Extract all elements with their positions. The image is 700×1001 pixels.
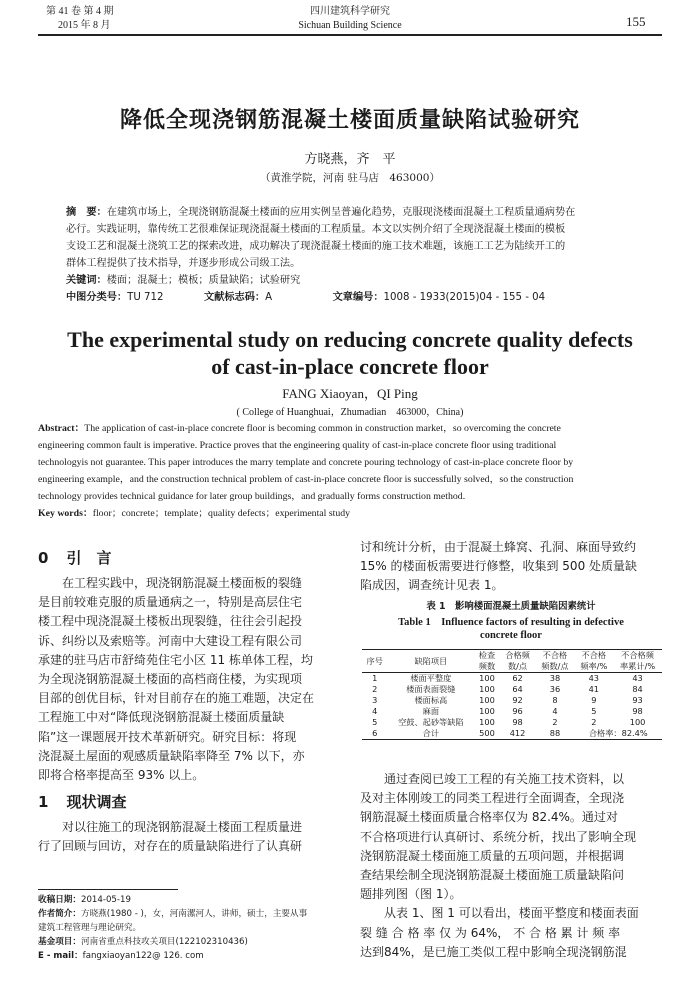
table-cell: 84	[632, 684, 643, 694]
table-1-caption-en: Table 1 Influence factors of resulting in defective	[398, 617, 624, 628]
table-cell: 100	[479, 706, 495, 716]
header-journal-cn: 四川建筑科学研究	[310, 6, 390, 17]
authors-cn: 方晓燕，齐 平	[304, 152, 396, 167]
table-header: 不合格	[542, 650, 568, 660]
table-header: 序号	[362, 650, 387, 673]
page-number: 155	[626, 14, 646, 29]
section-0-line: 即将合格率提高至 93% 以上。	[38, 768, 205, 783]
right-line: 浇钢筋混凝土楼面施工质量的五项问题，并根据调	[360, 848, 625, 863]
section-0-line: 工程施工中对“降低现浇钢筋混凝土楼面质量缺	[38, 710, 285, 725]
table-cell: 楼面标高	[414, 695, 448, 705]
table-row	[362, 673, 662, 685]
right-line: 不合格项进行认真研讨、系统分析，找出了影响全现	[360, 829, 637, 844]
section-0-line: 陷”这一课题展开技术革新研究。研究目标：将现	[38, 729, 297, 744]
right-line: 及对主体刚竣工的同类工程进行全面调查，全现浇	[360, 791, 625, 806]
title-en-line-1: The experimental study on reducing concrete quality defects	[67, 327, 633, 352]
table-cell: 楼面平整度	[410, 673, 452, 683]
section-1-heading: 1 现状调查	[38, 793, 127, 811]
title-cn: 降低全现浇钢筋混凝土楼面质量缺陷试验研究	[119, 108, 580, 133]
title-en-line-2: of cast-in-place concrete floor	[211, 354, 489, 379]
table-header: 频数/点	[535, 661, 574, 673]
table-cell: 1	[372, 673, 378, 683]
section-0-line: 是目前较难克服的质量通病之一，特别是高层住宅	[38, 595, 303, 610]
table-cell: 100	[479, 717, 495, 727]
affiliation-cn: （黄淮学院，河南 驻马店 463000）	[260, 172, 440, 184]
table-total-row	[362, 728, 662, 740]
table-cell: 43	[588, 673, 600, 683]
abstract-en-line-5: technology provides technical guidance for later group buildings，and gradually forms construction method.	[38, 491, 466, 502]
table-cell: 98	[512, 717, 523, 727]
table-cell: 41	[588, 684, 600, 694]
header-volume: 第 41 卷 第 4 期	[46, 6, 114, 17]
table-header: 合格频	[505, 650, 530, 660]
section-0-line: 楼工程中现浇混凝土楼板出现裂缝，往往会引起投	[38, 614, 303, 629]
table-header: 率累计/%	[613, 661, 662, 673]
table-cell: 38	[549, 673, 561, 683]
abstract-cn-line-1: 摘 要：在建筑市场上，全现浇钢筋混凝土楼面的应用实例呈普遍化趋势，克服现浇楼面混凝土工程质量通病势在	[66, 207, 576, 218]
table-cell: 楼面表面裂缝	[406, 684, 456, 694]
table-cell: 4	[552, 706, 558, 716]
table-header: 检查	[478, 650, 496, 660]
table-cell: 36	[549, 684, 561, 694]
table-cell: 9	[591, 695, 597, 705]
section-0-line: 承建的驻马店市舒绮苑住宅小区 11 栋单体工程，均	[38, 652, 313, 667]
affiliation-en: ( College of Huanghuai，Zhumadian 463000，China)	[236, 407, 464, 418]
table-cell: 5	[372, 717, 378, 727]
table-cell: 100	[479, 695, 495, 705]
abstract-en-line-2: engineering common fault is imperative. Practice proves that the engineering quality of cast-in-place concrete floor using traditional	[38, 440, 557, 451]
abstract-en-line-4: engineering example，and the construction technical problem of cast-in-place concrete floor is successfully solved，so the construction	[38, 474, 574, 485]
table-header: 不合格频	[621, 650, 654, 660]
table-cell: 麻面	[422, 706, 440, 716]
header-journal-en: Sichuan Building Science	[298, 20, 402, 31]
table-cell: 100	[479, 684, 495, 694]
table-cell: 2	[552, 717, 558, 727]
table-cell: 64	[512, 684, 523, 694]
table-cell: 6	[362, 728, 387, 740]
table-cell: 4	[372, 706, 378, 716]
right-body	[360, 770, 662, 962]
table-cell: 88	[535, 728, 574, 740]
abstract-cn-line-4: 群体工程提供了技术指导，并逐步形成公司级工法。	[66, 258, 301, 269]
abstract-cn-label: 摘 要：	[66, 207, 107, 218]
section-0-line: 为全现浇钢筋混凝土楼面的高档商住楼，为实现项	[38, 672, 303, 687]
table-row	[362, 695, 662, 706]
right-line: 查结果绘制全现浇钢筋混凝土楼面施工质量缺陷问	[360, 868, 625, 883]
section-1-line: 行了回顾与回访，对存在的质量缺陷进行了认真研	[38, 839, 303, 854]
header-rule	[38, 34, 662, 36]
footnotes	[38, 893, 340, 963]
right-line: 从表 1、图 1 可以看出，楼面平整度和楼面表面	[384, 906, 639, 921]
section-0-body	[38, 574, 340, 785]
right-line: 题排列图（图 1）。	[360, 887, 462, 902]
section-0-line: 在工程实践中，现浇钢筋混凝土楼面板的裂缝	[62, 576, 303, 590]
table-cell: 100	[479, 673, 495, 683]
abstract-cn-line-2: 必行。实践证明，靠传统工艺很难保证现浇混凝土楼面的工程质量。本文以实例介绍了全现浇混凝土楼面的模板	[66, 224, 566, 235]
right-line: 钢筋混凝土楼面质量合格率仅为 82.4%。通过对	[360, 810, 618, 825]
footnote-received: 收稿日期：2014-05-19	[38, 895, 131, 905]
section-0-line: 浇混凝土屋面的观感质量缺陷率降至 7% 以下，亦	[38, 748, 305, 763]
abstract-cn	[66, 204, 641, 306]
table-cell: 2	[591, 717, 597, 727]
right-line: 裂 缝 合 格 率 仅 为 64%， 不 合 格 累 计 频 率	[360, 925, 621, 940]
table-cell: 合格率：82.4%	[575, 728, 663, 740]
table-row	[362, 706, 662, 717]
keywords-cn: 关键词：楼面；混凝土；模板；质量缺陷；试验研究	[66, 275, 301, 286]
table-cell: 空鼓、起砂等缺陷	[398, 717, 464, 727]
classification-line: 中图分类号：TU 712 文献标志码：A 文章编号：1008 - 1933(2015)04 - 155 - 04	[66, 292, 546, 303]
section-0-line: 目部的创优目标，针对目前存在的施工难题，决定在	[38, 691, 315, 706]
table-cell: 412	[500, 728, 536, 740]
right-line: 通过查阅已竣工工程的有关施工技术资料，以	[384, 772, 625, 786]
section-1-line: 对以往施工的现浇钢筋混凝土楼面工程质量进	[62, 820, 303, 834]
abstract-en-line-1: Abstract：The application of cast-in-place concrete floor is becoming common in construction market，so overcoming the concrete	[38, 423, 561, 434]
section-1-body	[38, 818, 340, 856]
abstract-en-line-3: technologyis not guarantee. This paper introduces the marry template and concrete pouring technology of cast-in-place concrete floor by	[38, 457, 574, 468]
right-line: 达到84%，是已施工类似工程中影响全现浇钢筋混	[360, 944, 627, 959]
right-intro	[360, 538, 662, 596]
table-cell: 5	[591, 706, 597, 716]
footnote-author-cont: 建筑工程管理与理论研究。	[38, 923, 142, 933]
authors-en: FANG Xiaoyan，QI Ping	[282, 386, 418, 401]
abstract-en	[38, 420, 662, 522]
footnote-author: 作者简介：方晓燕(1980 - )，女，河南漯河人，讲师，硕士，主要从事	[38, 909, 308, 919]
table-cell: 93	[632, 695, 643, 705]
abstract-cn-line-3: 支设工艺和混凝土浇筑工艺的探索改进，成功解决了现浇混凝土楼面的施工技术难题，该施工工艺为陆续开工的	[66, 241, 566, 252]
footnote-rule	[38, 889, 178, 890]
table-row	[362, 717, 662, 728]
table-header: 频数	[474, 661, 499, 673]
table-header: 频率/%	[575, 661, 614, 673]
table-row	[362, 684, 662, 695]
table-cell: 98	[632, 706, 643, 716]
right-line: 15% 的楼面板需要进行修整，收集到 500 处质量缺	[360, 559, 638, 574]
table-header-row	[362, 650, 662, 662]
table-cell: 8	[552, 695, 558, 705]
table-header: 缺陷项目	[387, 650, 474, 673]
table-1-caption-cn: 表 1 影响楼面混凝土质量缺陷因素统计	[426, 601, 596, 612]
table-cell: 62	[512, 673, 523, 683]
footnote-email: E - mail：fangxiaoyan122@ 126. com	[38, 951, 204, 961]
table-header: 数/点	[500, 661, 536, 673]
table-cell: 500	[474, 728, 499, 740]
section-0-heading: 0 引 言	[38, 549, 112, 567]
table-cell: 合计	[387, 728, 474, 740]
table-cell: 43	[632, 673, 643, 683]
table-cell: 96	[512, 706, 523, 716]
header-date: 2015 年 8 月	[58, 20, 111, 31]
table-1-caption-en-2: concrete floor	[480, 630, 542, 641]
table-header: 不合格	[581, 650, 607, 660]
table-cell: 3	[372, 695, 378, 705]
right-line: 陷成因，调查统计见表 1。	[360, 578, 504, 593]
table-cell: 2	[372, 684, 378, 694]
keywords-en: Key words：floor；concrete；template；quality defects；experimental study	[38, 508, 351, 519]
right-line: 讨和统计分析，由于混凝土蜂窝、孔洞、麻面导致约	[360, 540, 637, 554]
abstract-en-label: Abstract：	[38, 423, 85, 434]
table-1	[362, 649, 662, 740]
section-0-line: 诉、纠纷以及索赔等。河南中大建设工程有限公司	[38, 633, 303, 648]
table-cell: 100	[629, 717, 646, 727]
table-cell: 92	[512, 695, 523, 705]
footnote-fund: 基金项目：河南省重点科技攻关项目(122102310436)	[38, 937, 248, 947]
